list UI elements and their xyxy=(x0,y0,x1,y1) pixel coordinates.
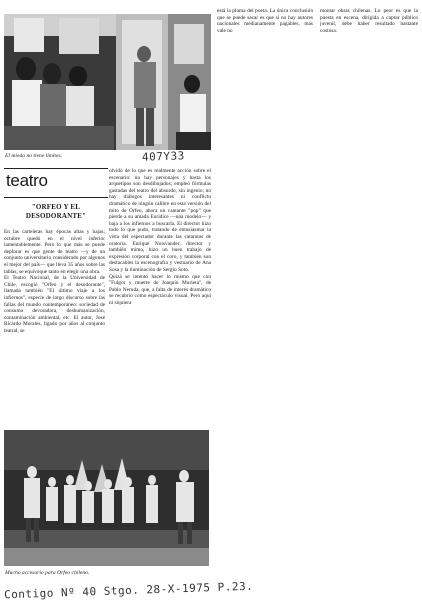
article-column-3: está la pluma del poeta. La única conclusión que se puede sacar es que si no hay autores nacionales medianamente pagables, más vale no xyxy=(217,8,313,34)
article-column-4: montar obras chilenas. Lo peor es que la puesta en escena, dirigida a captar público juvenil, debe haber resultado bastante costosa. xyxy=(320,8,418,34)
article-column-2: olvidó de lo que es realmente acción sobre el escenario: no hay personajes y hasta los arquetipos son desdibujados; empleó fórmulas gastadas del teatro del absurdo, sin ingenio; no hay diálogos interesantes ni conflicto dramático de ningún calibre en esta versión del mito de Orfeo, ahora un cantante "pop" que pierde a su amada Eurídice —una modelo— y baja a los infiernos a buscarla. El director hizo todo lo que pudo, tratando de entusiasmar la vista del espectador durante las cataratas de oratoria. Enrique Noisvander, director y también mimo, hizo un buen trabajo de expresión corporal con el coro, y también son destacables la escenografía y vestuario de Ana Sosa y la iluminación de Sergio Soto. Quizá se intentó hacer lo mismo que con "Fulgor y muerte de Joaquín Murieta", de Pablo Neruda, que, a falta de interés dramático se recubrió como espectáculo visual. Pero aquí ni siquiera xyxy=(109,168,211,306)
article-column-1: En las carteleras hay épocas altas y bajas; octubre quedó en el nivel inferior lamentablemente. Pero lo que más se puede deplorar es que gente de teatro —y de un conjunto universitario considerado por algunos el mejor del país— que lleva 35 años sobre las tablas, se equivoque tanto en elegir una obra. El Teatro Nacional, de la Universidad de Chile, escogió "Orfeo y el desodorante", llamada también "El último viaje a los infiernos", especie de largo discurso sobre las fallas del mundo contemporáneo: sociedad de consumo devoradora, deshumanización, contaminación ambiental, etc. El autor, José Ricardo Morales, ligado por años al conjunto teatral, se xyxy=(4,229,105,334)
subway-photo-image xyxy=(4,14,211,150)
article-title: "ORFEO Y EL DESODORANTE" xyxy=(25,203,87,220)
stage-photo xyxy=(4,430,209,566)
bottom-photo-caption: Mucho accesorio para Orfeo chileno. xyxy=(5,570,90,576)
subway-photo xyxy=(4,14,211,150)
section-header xyxy=(4,168,108,198)
top-photo-caption: El miedo no tiene límites. xyxy=(5,153,63,159)
archive-stamp: 407Y33 xyxy=(141,149,185,164)
section-label: teatro xyxy=(6,171,48,190)
stage-photo-image xyxy=(4,430,209,566)
handwritten-source-note: Contigo Nº 40 Stgo. 28-X-1975 P.23. xyxy=(3,579,254,601)
